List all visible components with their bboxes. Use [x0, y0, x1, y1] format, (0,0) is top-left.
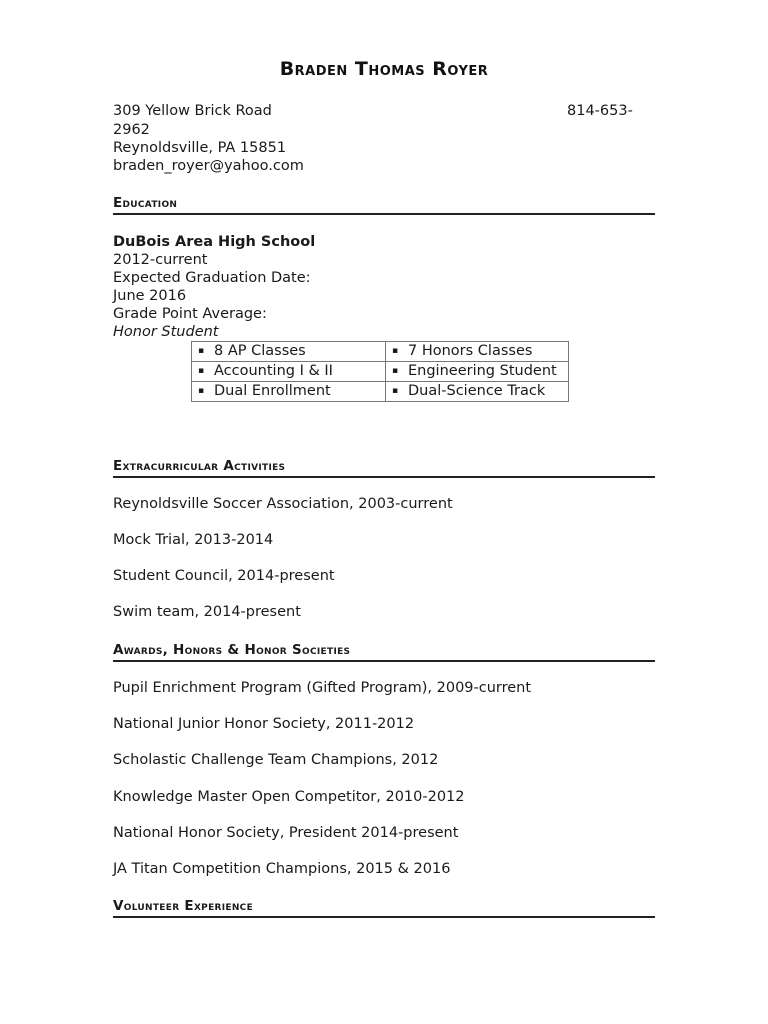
coursework-table: [191, 341, 569, 402]
honor-student: Honor Student: [113, 324, 219, 340]
table-row: [192, 362, 569, 382]
bullet-icon: ▪: [392, 366, 399, 376]
list-item: Pupil Enrichment Program (Gifted Program), 2009-current: [113, 680, 532, 696]
list-item: Scholastic Challenge Team Champions, 2012: [113, 752, 439, 768]
applicant-name: Braden Thomas Royer: [279, 58, 489, 80]
table-cell: ▪ Accounting I & II: [192, 362, 386, 382]
list-item: Swim team, 2014-present: [113, 604, 301, 620]
education-heading: Education: [113, 195, 655, 215]
list-item: JA Titan Competition Champions, 2015 & 2016: [113, 861, 451, 877]
bullet-icon: ▪: [198, 386, 205, 396]
list-item: Mock Trial, 2013-2014: [113, 532, 274, 548]
table-row: [192, 382, 569, 402]
table-row: [192, 342, 569, 362]
list-item: Student Council, 2014-present: [113, 568, 335, 584]
gpa-label: Grade Point Average:: [113, 306, 267, 322]
bullet-icon: ▪: [392, 346, 399, 356]
city-line: Reynoldsville, PA 15851: [113, 140, 287, 156]
school-years: 2012-current: [113, 252, 208, 268]
list-item: Knowledge Master Open Competitor, 2010-2012: [113, 789, 465, 805]
table-cell: ▪ 8 AP Classes: [192, 342, 386, 362]
volunteer-heading: Volunteer Experience: [113, 898, 655, 918]
extracurricular-heading: Extracurricular Activities: [113, 458, 655, 478]
phone-line: 814-653-: [567, 103, 633, 119]
awards-heading: Awards, Honors & Honor Societies: [113, 642, 655, 662]
table-cell: ▪ Dual-Science Track: [386, 382, 569, 402]
table-cell: ▪ 7 Honors Classes: [386, 342, 569, 362]
table-cell: ▪ Engineering Student: [386, 362, 569, 382]
list-item: National Junior Honor Society, 2011-2012: [113, 716, 415, 732]
bullet-icon: ▪: [392, 386, 399, 396]
list-item: Reynoldsville Soccer Association, 2003-current: [113, 496, 453, 512]
address-line: 309 Yellow Brick Road: [113, 103, 272, 119]
graduation-label: Expected Graduation Date:: [113, 270, 311, 286]
email-line[interactable]: braden_royer@yahoo.com: [113, 158, 304, 174]
bullet-icon: ▪: [198, 346, 205, 356]
graduation-date: June 2016: [113, 288, 187, 304]
school-name: DuBois Area High School: [113, 234, 316, 250]
phone-continuation: 2962: [113, 122, 150, 138]
bullet-icon: ▪: [198, 366, 205, 376]
table-cell: ▪ Dual Enrollment: [192, 382, 386, 402]
list-item: National Honor Society, President 2014-present: [113, 825, 459, 841]
